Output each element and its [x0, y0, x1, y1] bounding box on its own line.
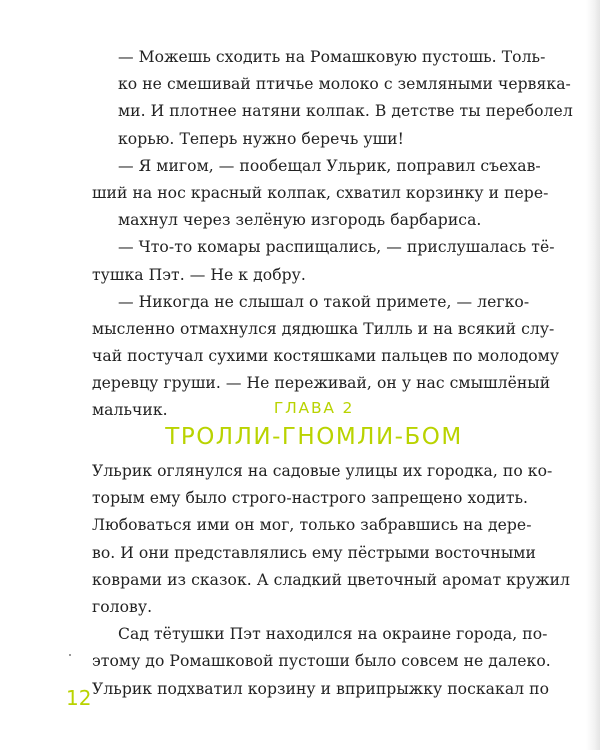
text-line: чай постучал сухими костяшками пальцев по молодому — [92, 347, 560, 366]
text-line: Ульрик подхватил корзину и вприпрыжку поскакал по — [92, 679, 550, 698]
text-line: мысленно отмахнулся дядюшка Тилль и на всякий слу- — [92, 319, 555, 338]
text-block-narrative — [92, 458, 570, 703]
chapter-title: ТРОЛЛИ-ГНОМЛИ-БОМ — [165, 424, 463, 450]
text-line: ший на нос красный колпак, схватил корзинку и пере- — [92, 183, 549, 202]
text-line: Ульрик оглянулся на садовые улицы их городка, по ко- — [92, 462, 553, 480]
text-line: Любоваться ими он мог, только забравшись на дере- — [92, 516, 532, 535]
text-line: торым ему было строго-настрого запрещено ходить. — [92, 489, 529, 508]
chapter-number: ГЛАВА 2 — [273, 399, 355, 417]
text-line: во. И они представлялись ему пёстрыми восточными — [92, 543, 536, 562]
text-line: этому до Ромашковой пустоши было совсем не далеко. — [92, 652, 551, 671]
text-line: — Можешь сходить на Ромашковую пустошь. Толь- — [118, 48, 546, 66]
text-line: ми. И плотнее натяни колпак. В детстве ты переболел — [118, 102, 573, 121]
print-speck — [69, 654, 71, 656]
page-edge-shadow — [586, 0, 600, 750]
text-line: — Что-то комары распищались, — прислушалась тё- — [118, 238, 555, 257]
text-block-dialogue — [92, 44, 573, 425]
text-line: — Я мигом, — пообещал Ульрик, поправил съехав- — [118, 156, 541, 175]
text-line: деревцу груши. — Не переживай, он у нас смышлёный — [92, 374, 551, 393]
text-line: тушка Пэт. — Не к добру. — [92, 265, 306, 284]
text-line: корью. Теперь нужно беречь уши! — [118, 129, 404, 148]
text-line: мальчик. — [92, 401, 168, 420]
text-line: ко не смешивай птичье молоко с земляными червяка- — [118, 75, 571, 94]
text-line: коврами из сказок. А сладкий цветочный аромат кружил — [92, 570, 570, 589]
text-line: — Никогда не слышал о такой примете, — легко- — [118, 292, 530, 311]
text-line: махнул через зелёную изгородь барбариса. — [118, 211, 482, 230]
text-line: Сад тётушки Пэт находился на окраине города, по- — [118, 625, 548, 644]
text-line: голову. — [92, 597, 153, 616]
page-number: 12 — [66, 686, 92, 710]
